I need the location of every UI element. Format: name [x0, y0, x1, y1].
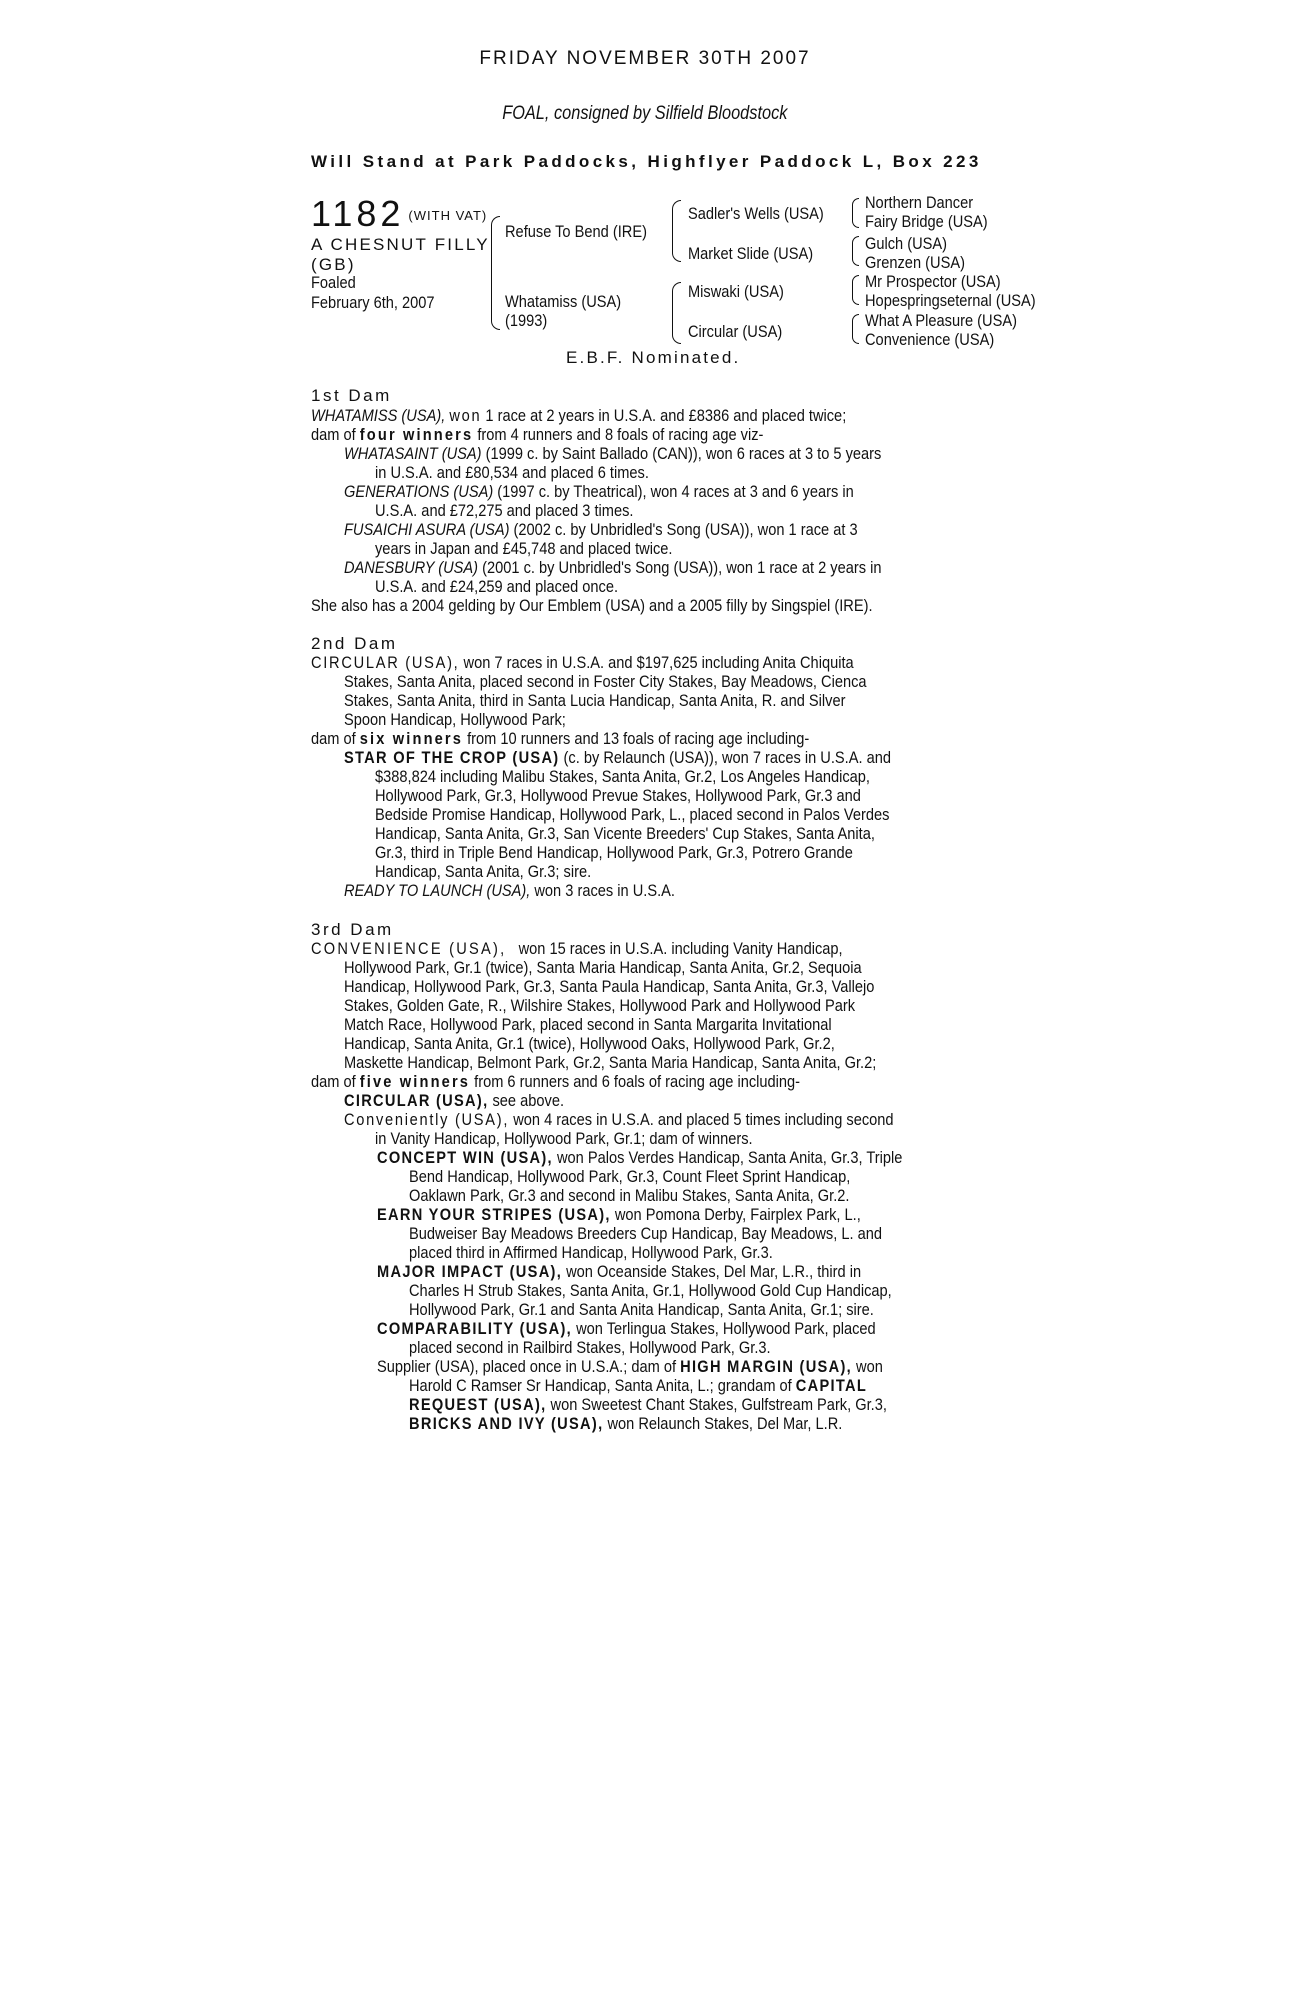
conveniently-cont-text: in Vanity Handicap, Hollywood Park, Gr.1; dam of winners.	[375, 1129, 753, 1148]
star-l2-text: $388,824 including Malibu Stakes, Santa Anita, Gr.2, Los Angeles Handicap,	[375, 767, 870, 786]
td-l2	[344, 958, 946, 977]
second-dam-l3	[344, 691, 927, 710]
second-dam-record: won 7 races in U.S.A. and $197,625 including Anita Chiquita	[459, 653, 854, 672]
g3-5-text: Mr Prospector (USA)	[865, 272, 1001, 291]
produce-2-text: (1997 c. by Theatrical), won 4 races at 3 and 6 years in	[493, 482, 854, 501]
td-l5	[344, 1015, 911, 1034]
produce-2	[344, 482, 937, 501]
td-l3-text: Handicap, Hollywood Park, Gr.3, Santa Paula Handicap, Santa Anita, Gr.3, Vallejo	[344, 977, 875, 996]
high-margin-name: HIGH MARGIN (USA),	[680, 1357, 852, 1376]
fd-winners: four winners	[359, 425, 474, 444]
sd-l3: Stakes, Santa Anita, third in Santa Lucia Handicap, Santa Anita, R. and Silver	[344, 691, 846, 710]
pedigree-dam-sire	[688, 282, 799, 301]
third-dam-name: CONVENIENCE (USA),	[311, 939, 507, 958]
concept-win-l3	[409, 1186, 921, 1205]
horse-description: A CHESNUT FILLY	[311, 235, 490, 254]
produce-1-cont	[375, 463, 693, 482]
pedigree-g3-8	[865, 330, 1015, 349]
pedigree-brace-g3-4	[852, 314, 859, 344]
fd-dam-of: dam of	[311, 425, 360, 444]
star-l1: (c. by Relaunch (USA)), won 7 races in U.S.A. and	[559, 748, 892, 767]
produce-3-name: FUSAICHI ASURA (USA)	[344, 520, 510, 539]
produce-1-text: (1999 c. by Saint Ballado (CAN)), won 6 races at 3 to 5 years	[481, 444, 882, 463]
consignor-line	[0, 103, 1290, 125]
td-l3	[344, 977, 961, 996]
major-l3-text: Hollywood Park, Gr.1 and Santa Anita Handicap, Santa Anita, Gr.1; sire.	[409, 1300, 874, 1319]
first-dam-heading: 1st Dam	[311, 386, 392, 405]
produce-4	[344, 558, 969, 577]
supplier-l4-text: won Relaunch Stakes, Del Mar, L.R.	[603, 1414, 843, 1433]
pedigree-sire-dam	[688, 244, 833, 263]
pedigree-sire	[505, 222, 670, 241]
g3-3-text: Gulch (USA)	[865, 234, 948, 253]
star-of-the-crop	[344, 748, 980, 767]
td-l7-text: Maskette Handicap, Belmont Park, Gr.2, Santa Maria Handicap, Santa Anita, Gr.2;	[344, 1053, 877, 1072]
earn-l1: won Pomona Derby, Fairplex Park, L.,	[610, 1205, 861, 1224]
vat-note: (WITH VAT)	[408, 208, 488, 224]
stand-location: Will Stand at Park Paddocks, Highflyer Paddock L, Box 223	[311, 152, 982, 171]
star-l5	[375, 824, 956, 843]
first-dam-other-foals	[311, 596, 964, 615]
conveniently-cont	[375, 1129, 814, 1148]
major-l3	[409, 1300, 950, 1319]
concept-win	[377, 1148, 988, 1167]
sire-sire-text: Sadler's Wells (USA)	[688, 204, 824, 223]
supplier-l1-post: won	[851, 1357, 883, 1376]
earn-l2-text: Budweiser Bay Meadows Breeders Cup Handicap, Bay Meadows, L. and	[409, 1224, 882, 1243]
circular-ref-text: see above.	[488, 1091, 565, 1110]
ready-to-launch	[344, 881, 729, 900]
pedigree-g3-5	[865, 272, 1023, 291]
major-impact	[377, 1262, 940, 1281]
third-dam-produce-summary	[311, 1072, 880, 1091]
earn-name: EARN YOUR STRIPES (USA),	[377, 1205, 611, 1224]
dam-dam-text: Circular (USA)	[688, 322, 783, 341]
g3-2-text: Fairy Bridge (USA)	[865, 212, 988, 231]
supplier-l3-text: won Sweetest Chant Stakes, Gulfstream Park, Gr.3,	[546, 1395, 887, 1414]
produce-4-name: DANESBURY (USA)	[344, 558, 479, 577]
produce-2-name: GENERATIONS (USA)	[344, 482, 494, 501]
star-name: STAR OF THE CROP (USA)	[344, 748, 560, 767]
produce-1-cont-text: in U.S.A. and £80,534 and placed 6 times.	[375, 463, 649, 482]
earn-l2	[409, 1224, 959, 1243]
sd-dam-of: dam of	[311, 729, 360, 748]
concept-win-l3-text: Oaklawn Park, Gr.3 and second in Malibu Stakes, Santa Anita, Gr.2.	[409, 1186, 850, 1205]
star-l3	[375, 786, 940, 805]
sire-dam-text: Market Slide (USA)	[688, 244, 814, 263]
fd-runners: from 4 runners and 8 foals of racing age viz-	[473, 425, 764, 444]
first-dam-produce-summary	[311, 425, 837, 444]
pedigree-dam-year	[505, 311, 554, 330]
supplier-l2	[409, 1376, 942, 1395]
foaled-label	[311, 273, 363, 292]
produce-3-text: (2002 c. by Unbridled's Song (USA)), won 1 race at 3	[509, 520, 858, 539]
sd-l2: Stakes, Santa Anita, placed second in Foster City Stakes, Bay Meadows, Cienca	[344, 672, 867, 691]
supplier-l1: Supplier (USA), placed once in U.S.A.; dam of	[377, 1357, 681, 1376]
first-dam-record: 1 race at 2 years in U.S.A. and £8386 and placed twice;	[481, 406, 847, 425]
g3-4-text: Grenzen (USA)	[865, 253, 965, 272]
comparability-name: COMPARABILITY (USA),	[377, 1319, 573, 1338]
second-dam-line	[311, 653, 942, 672]
third-dam-record: won 15 races in U.S.A. including Vanity Handicap,	[518, 939, 843, 958]
conveniently-name: Conveniently (USA),	[344, 1110, 510, 1129]
g3-1-text: Northern Dancer	[865, 193, 974, 212]
second-dam-name: CIRCULAR (USA),	[311, 653, 460, 672]
sire-text: Refuse To Bend (IRE)	[505, 222, 647, 241]
pedigree-dam	[505, 292, 640, 311]
pedigree-brace-g3-1	[852, 198, 859, 228]
foaled-date	[311, 293, 455, 312]
concept-win-name: CONCEPT WIN (USA),	[377, 1148, 553, 1167]
td-l4	[344, 996, 938, 1015]
g3-8-text: Convenience (USA)	[865, 330, 995, 349]
td-l6-text: Handicap, Santa Anita, Gr.1 (twice), Hollywood Oaks, Hollywood Park, Gr.2,	[344, 1034, 835, 1053]
produce-2-cont	[375, 501, 676, 520]
first-dam-name: WHATAMISS (USA),	[311, 406, 446, 425]
comparability-l1: won Terlingua Stakes, Hollywood Park, placed	[572, 1319, 876, 1338]
pedigree-g3-2	[865, 212, 1008, 231]
produce-2-cont-text: U.S.A. and £72,275 and placed 3 times.	[375, 501, 634, 520]
second-dam-l4	[344, 710, 602, 729]
major-l2	[409, 1281, 970, 1300]
circular-ref-name: CIRCULAR (USA),	[344, 1091, 489, 1110]
pedigree-g3-7	[865, 311, 1042, 330]
pedigree-dam-dam	[688, 322, 798, 341]
concept-win-l1: won Palos Verdes Handicap, Santa Anita, Gr.3, Triple	[552, 1148, 903, 1167]
pedigree-g3-6	[865, 291, 1063, 310]
pedigree-brace-g3-3	[852, 275, 859, 305]
concept-win-l2-text: Bend Handicap, Hollywood Park, Gr.3, Count Fleet Sprint Handicap,	[409, 1167, 851, 1186]
star-l6-text: Gr.3, third in Triple Bend Handicap, Hollywood Park, Gr.3, Potrero Grande	[375, 843, 853, 862]
second-dam-heading: 2nd Dam	[311, 634, 398, 653]
dam-year-text: (1993)	[505, 311, 548, 330]
ready-text: won 3 races in U.S.A.	[530, 881, 675, 900]
major-l2-text: Charles H Strub Stakes, Santa Anita, Gr.1, Hollywood Gold Cup Handicap,	[409, 1281, 892, 1300]
g3-7-text: What A Pleasure (USA)	[865, 311, 1017, 330]
conveniently-text: won 4 races in U.S.A. and placed 5 times including second	[509, 1110, 894, 1129]
td-l7	[344, 1053, 963, 1072]
pedigree-brace-sire	[672, 200, 681, 262]
foaled-date-text: February 6th, 2007	[311, 293, 435, 312]
lot-number: 1182	[311, 193, 405, 234]
earn-l3	[409, 1243, 832, 1262]
pedigree-brace-dam	[672, 282, 681, 344]
produce-4-text: (2001 c. by Unbridled's Song (USA)), won 1 race at 2 years in	[478, 558, 882, 577]
earn-l3-text: placed third in Affirmed Handicap, Hollywood Park, Gr.3.	[409, 1243, 773, 1262]
star-l7	[375, 862, 626, 881]
sd-winners: six winners	[359, 729, 464, 748]
g3-6-text: Hopespringseternal (USA)	[865, 291, 1036, 310]
horse-origin: (GB)	[311, 255, 356, 274]
request-name: REQUEST (USA),	[409, 1395, 547, 1414]
sd-runners: from 10 runners and 13 foals of racing age including-	[463, 729, 810, 748]
major-name: MAJOR IMPACT (USA),	[377, 1262, 563, 1281]
supplier-l2-text: Harold C Ramser Sr Handicap, Santa Anita, L.; grandam of	[409, 1376, 796, 1395]
pedigree-g3-4	[865, 253, 981, 272]
td-dam-of: dam of	[311, 1072, 360, 1091]
sale-date: FRIDAY NOVEMBER 30TH 2007	[479, 48, 811, 69]
td-l5-text: Match Race, Hollywood Park, placed second in Santa Margarita Invitational	[344, 1015, 832, 1034]
td-l2-text: Hollywood Park, Gr.1 (twice), Santa Maria Handicap, Santa Anita, Gr.2, Sequoia	[344, 958, 862, 977]
circular-ref	[344, 1091, 600, 1110]
comparability	[377, 1319, 957, 1338]
star-l2	[375, 767, 951, 786]
dam-text: Whatamiss (USA)	[505, 292, 622, 311]
major-l1: won Oceanside Stakes, Del Mar, L.R., third in	[562, 1262, 862, 1281]
pedigree-g3-1	[865, 193, 991, 212]
conveniently	[344, 1110, 983, 1129]
comparability-l2	[409, 1338, 829, 1357]
td-runners: from 6 runners and 6 foals of racing age including-	[470, 1072, 801, 1091]
pedigree-brace-main	[491, 216, 500, 330]
lot-number-row	[311, 194, 487, 236]
produce-1	[344, 444, 969, 463]
star-l4-text: Bedside Promise Handicap, Hollywood Park, L., placed second in Palos Verdes	[375, 805, 890, 824]
supplier-l3	[409, 1395, 965, 1414]
sd-l4: Spoon Handicap, Hollywood Park;	[344, 710, 566, 729]
star-l4	[375, 805, 973, 824]
earn-your-stripes	[377, 1205, 940, 1224]
first-dam-won: won	[449, 406, 482, 425]
concept-win-l2	[409, 1167, 922, 1186]
supplier	[377, 1357, 965, 1376]
pedigree-brace-g3-2	[852, 236, 859, 266]
produce-1-name: WHATASAINT (USA)	[344, 444, 482, 463]
ebf-nominated: E.B.F. Nominated.	[566, 348, 741, 367]
first-dam-line	[311, 406, 933, 425]
produce-3	[344, 520, 941, 539]
consignor-text: FOAL, consigned by Silfield Bloodstock	[502, 103, 788, 124]
ready-name: READY TO LAUNCH (USA),	[344, 881, 531, 900]
td-l4-text: Stakes, Golden Gate, R., Wilshire Stakes, Hollywood Park and Hollywood Park	[344, 996, 856, 1015]
td-winners: five winners	[359, 1072, 471, 1091]
other-foals-text: She also has a 2004 gelding by Our Emblem (USA) and a 2005 filly by Singspiel (IRE).	[311, 596, 873, 615]
star-l3-text: Hollywood Park, Gr.3, Hollywood Prevue Stakes, Hollywood Park, Gr.3 and	[375, 786, 861, 805]
star-l6	[375, 843, 931, 862]
third-dam-heading: 3rd Dam	[311, 920, 394, 939]
pedigree-sire-sire	[688, 204, 846, 223]
supplier-l4	[409, 1414, 913, 1433]
star-l7-text: Handicap, Santa Anita, Gr.3; sire.	[375, 862, 592, 881]
bricks-name: BRICKS AND IVY (USA),	[409, 1414, 604, 1433]
dam-sire-text: Miswaki (USA)	[688, 282, 784, 301]
td-l6	[344, 1034, 915, 1053]
comparability-l2-text: placed second in Railbird Stakes, Hollywood Park, Gr.3.	[409, 1338, 771, 1357]
pedigree-g3-3	[865, 234, 960, 253]
capital-name: CAPITAL	[795, 1376, 868, 1395]
produce-4-cont	[375, 577, 658, 596]
second-dam-produce-summary	[311, 729, 890, 748]
second-dam-l2	[344, 672, 952, 691]
produce-3-cont-text: years in Japan and £45,748 and placed twice.	[375, 539, 673, 558]
produce-3-cont	[375, 539, 721, 558]
foaled-label-text: Foaled	[311, 273, 356, 292]
produce-4-cont-text: U.S.A. and £24,259 and placed once.	[375, 577, 619, 596]
third-dam-line	[311, 939, 929, 958]
star-l5-text: Handicap, Santa Anita, Gr.3, San Vicente Breeders' Cup Stakes, Santa Anita,	[375, 824, 875, 843]
